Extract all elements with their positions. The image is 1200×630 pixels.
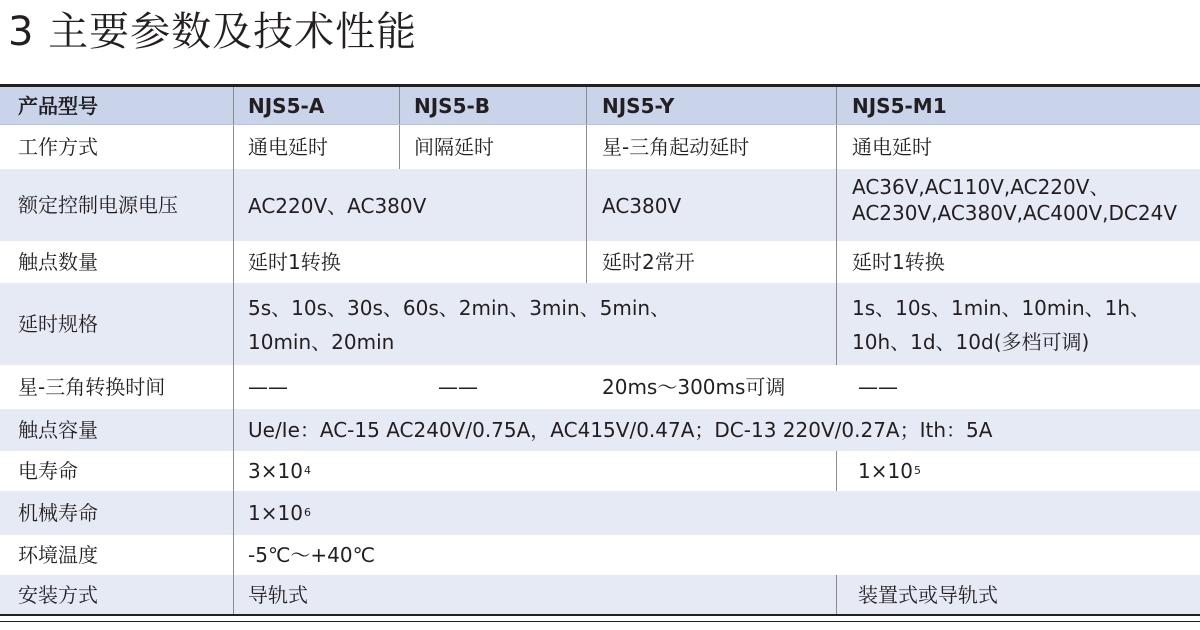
cell-m1-line1: AC36V,AC110V,AC220V、 xyxy=(852,175,1110,199)
table-row-star-delta xyxy=(0,365,1200,409)
column-divider xyxy=(836,241,837,283)
value-base: 1×10 xyxy=(248,501,303,525)
table-bottom-rule xyxy=(0,614,1200,616)
column-divider xyxy=(233,169,234,241)
cell-y: 星-三角起动延时 xyxy=(602,135,750,159)
row-label: 电寿命 xyxy=(18,459,78,483)
column-divider xyxy=(233,241,234,283)
row-label: 星-三角转换时间 xyxy=(18,375,166,399)
cell-value: -5℃～+40℃ xyxy=(248,543,376,567)
cell-m1: 延时1转换 xyxy=(852,250,945,274)
row-label: 额定控制电源电压 xyxy=(18,193,178,217)
header-model-a: NJS5-A xyxy=(248,94,325,118)
column-divider xyxy=(233,575,234,614)
cell-a: —— xyxy=(248,375,288,399)
cell-aby xyxy=(248,283,670,365)
column-divider xyxy=(399,87,400,125)
table-row-contact-capacity xyxy=(0,409,1200,451)
cell-y: 延时2常开 xyxy=(602,250,695,274)
table-row-installation xyxy=(0,575,1200,614)
column-divider xyxy=(586,87,587,125)
row-label: 延时规格 xyxy=(18,312,98,336)
row-label: 工作方式 xyxy=(18,135,98,159)
row-label: 安装方式 xyxy=(18,582,98,607)
table-row-work-mode xyxy=(0,125,1200,169)
table-row-rated-voltage xyxy=(0,169,1200,241)
table-row-delay-spec xyxy=(0,283,1200,365)
value-base: 3×10 xyxy=(248,459,303,483)
cell-b: —— xyxy=(438,375,478,399)
cell-m1-line2: AC230V,AC380V,AC400V,DC24V xyxy=(852,201,1178,225)
header-model-m1: NJS5-M1 xyxy=(852,94,947,118)
cell-m1 xyxy=(852,283,1150,365)
cell-y: AC380V xyxy=(602,194,682,218)
value-exponent: 4 xyxy=(303,464,311,477)
page-title: 3 主要参数及技术性能 xyxy=(8,9,418,55)
cell-aby-line1: 5s、10s、30s、60s、2min、3min、5min、 xyxy=(248,296,671,320)
column-divider xyxy=(586,169,587,241)
table-bottom-rule-thin xyxy=(0,621,1200,622)
cell-value xyxy=(248,491,311,535)
cell-aby-line2: 10min、20min xyxy=(248,330,395,354)
cell-aby: 导轨式 xyxy=(248,582,308,607)
cell-m1: 装置式或导轨式 xyxy=(858,582,998,607)
column-divider xyxy=(586,125,587,169)
table-header-row xyxy=(0,87,1200,125)
header-model-b: NJS5-B xyxy=(414,94,491,118)
column-divider xyxy=(233,491,234,535)
row-label: 触点数量 xyxy=(18,250,98,274)
header-model-y: NJS5-Y xyxy=(602,94,675,118)
header-label: 产品型号 xyxy=(18,94,98,118)
value-exponent: 6 xyxy=(303,506,311,519)
column-divider xyxy=(836,169,837,241)
column-divider xyxy=(233,409,234,451)
column-divider xyxy=(399,125,400,169)
column-divider xyxy=(233,125,234,169)
cell-m1: —— xyxy=(858,375,898,399)
column-divider xyxy=(233,451,234,491)
cell-ab: 延时1转换 xyxy=(248,250,341,274)
table-row-ambient-temp xyxy=(0,535,1200,575)
cell-m1 xyxy=(852,169,1177,241)
value-exponent: 5 xyxy=(913,464,921,477)
column-divider xyxy=(836,283,837,365)
cell-b: 间隔延时 xyxy=(414,135,494,159)
column-divider xyxy=(836,451,837,491)
table-row-contacts xyxy=(0,241,1200,283)
cell-a: 通电延时 xyxy=(248,135,328,159)
table-row-electrical-life xyxy=(0,451,1200,491)
column-divider xyxy=(586,241,587,283)
cell-m1-line2: 10h、1d、10d(多档可调) xyxy=(852,330,1090,354)
cell-value: Ue/Ie：AC-15 AC240V/0.75A，AC415V/0.47A；DC-13 220V/0.27A；Ith：5A xyxy=(248,418,993,442)
cell-m1-line1: 1s、10s、1min、10min、1h、 xyxy=(852,296,1151,320)
column-divider xyxy=(836,125,837,169)
value-base: 1×10 xyxy=(858,459,913,483)
cell-aby xyxy=(248,451,311,491)
column-divider xyxy=(233,87,234,125)
cell-m1 xyxy=(858,451,921,491)
row-label: 机械寿命 xyxy=(18,501,98,525)
column-divider xyxy=(233,535,234,575)
column-divider xyxy=(233,283,234,365)
cell-y: 20ms～300ms可调 xyxy=(602,375,786,399)
cell-m1: 通电延时 xyxy=(852,135,932,159)
row-label: 触点容量 xyxy=(18,418,98,442)
column-divider xyxy=(836,575,837,614)
column-divider xyxy=(233,365,234,409)
table-row-mechanical-life xyxy=(0,491,1200,535)
column-divider xyxy=(836,87,837,125)
row-label: 环境温度 xyxy=(18,543,98,567)
cell-ab: AC220V、AC380V xyxy=(248,194,427,218)
